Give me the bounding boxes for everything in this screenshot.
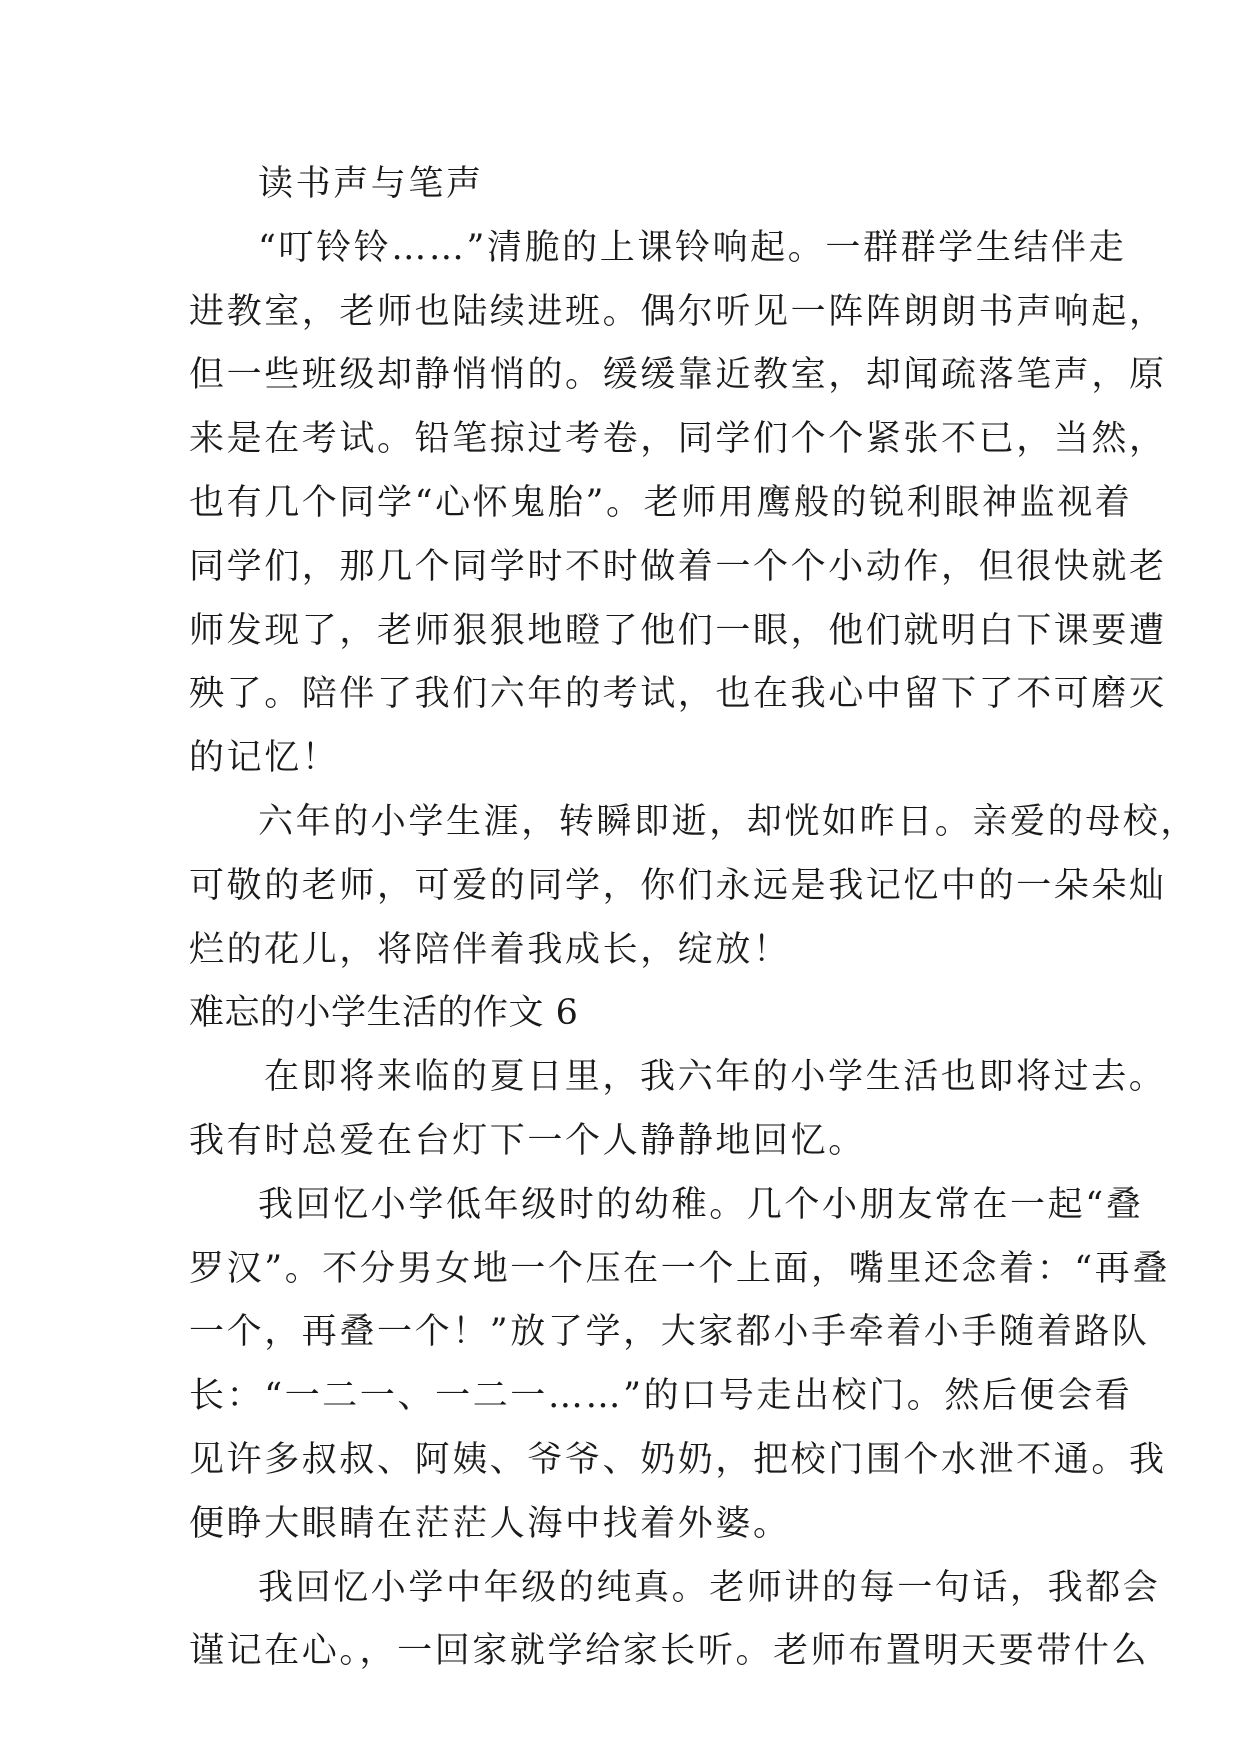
essay-title: 难忘的小学生活的作文 6 [189, 993, 579, 1034]
paragraph-line: 也有几个同学“心怀鬼胎”。老师用鹰般的锐利眼神监视着 [189, 482, 1133, 523]
paragraph-line: 罗汉”。不分男女地一个压在一个上面，嘴里还念着：“再叠 [189, 1248, 1170, 1289]
paragraph-line: 长：“一二一、一二一……”的口号走出校门。然后便会看 [189, 1376, 1133, 1417]
paragraph-line: 来是在考试。铅笔掠过考卷，同学们个个紧张不已，当然， [189, 419, 1167, 460]
paragraph-line: 一个，再叠一个！”放了学，大家都小手牵着小手随着路队 [189, 1312, 1150, 1353]
document-body [189, 153, 1199, 1684]
paragraph-line: 我回忆小学中年级的纯真。老师讲的每一句话，我都会 [258, 1567, 1161, 1608]
paragraph-line: 在即将来临的夏日里，我六年的小学生活也即将过去。 [264, 1057, 1167, 1098]
paragraph-line: 谨记在心。，一回家就学给家长听。老师布置明天要带什么 [189, 1631, 1150, 1672]
paragraph-line: 见许多叔叔、阿姨、爷爷、奶奶，把校门围个水泄不通。我 [189, 1439, 1167, 1480]
paragraph-line: 六年的小学生涯，转瞬即逝，却恍如昨日。亲爱的母校， [258, 801, 1199, 842]
paragraph-line: 同学们，那几个同学时不时做着一个个小动作，但很快就老 [189, 546, 1167, 587]
paragraph-line: 的记忆！ [189, 738, 340, 779]
paragraph-line: 可敬的老师，可爱的同学，你们永远是我记忆中的一朵朵灿 [189, 865, 1167, 906]
paragraph-line: 师发现了，老师狠狠地瞪了他们一眼，他们就明白下课要遭 [189, 610, 1167, 651]
paragraph-line: “叮铃铃……”清脆的上课铃响起。一群群学生结伴走 [258, 227, 1127, 268]
paragraph-line: 便睁大眼睛在茫茫人海中找着外婆。 [189, 1503, 791, 1544]
paragraph-line: 但一些班级却静悄悄的。缓缓靠近教室，却闻疏落笔声，原 [189, 355, 1167, 396]
paragraph-line: 我有时总爱在台灯下一个人静静地回忆。 [189, 1120, 866, 1161]
section-subtitle: 读书声与笔声 [258, 164, 484, 204]
paragraph-line: 烂的花儿，将陪伴着我成长，绽放！ [189, 929, 791, 970]
paragraph-line: 我回忆小学低年级时的幼稚。几个小朋友常在一起“叠 [258, 1184, 1144, 1225]
paragraph-line: 进教室，老师也陆续进班。偶尔听见一阵阵朗朗书声响起， [189, 291, 1167, 332]
paragraph-line: 殃了。陪伴了我们六年的考试，也在我心中留下了不可磨灭 [189, 674, 1167, 715]
